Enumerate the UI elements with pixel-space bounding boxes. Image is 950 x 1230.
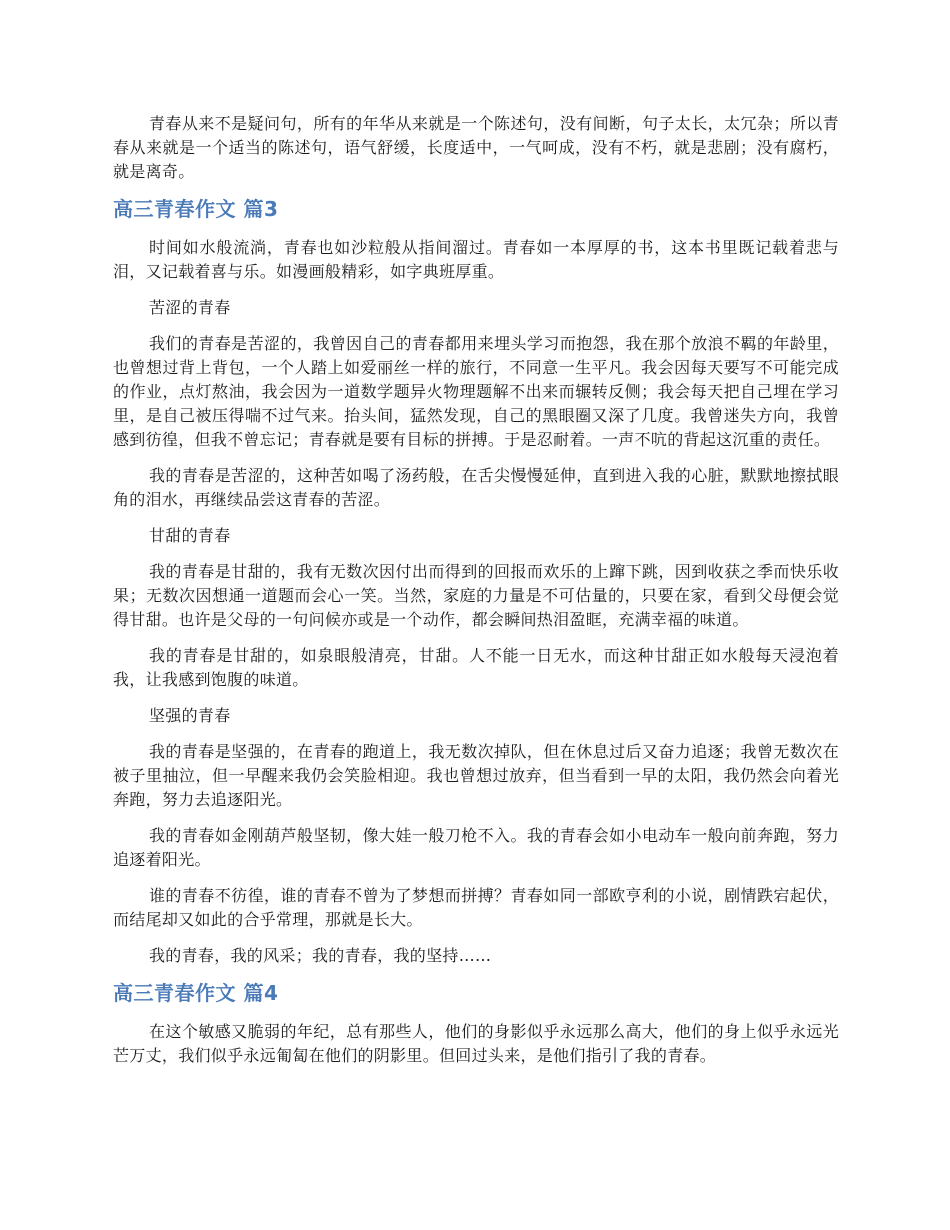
paragraph: 我的青春是甘甜的，如泉眼般清亮，甘甜。人不能一日无水，而这种甘甜正如水般每天浸泡着我，让我感到饱腹的味道。 <box>113 646 839 689</box>
paragraph: 我的青春是甘甜的，我有无数次因付出而得到的回报而欢乐的上蹿下跳，因到收获之季而快乐收果；无数次因想通一道题而会心一笑。当然，家庭的力量是不可估量的，只要在家，看到父母便会觉得甘甜。也许是父母的一句问候亦或是一个动作，都会瞬间热泪盈眶，充满幸福的味道。 <box>113 562 839 629</box>
paragraph: 我的青春是坚强的，在青春的跑道上，我无数次掉队，但在休息过后又奋力追逐；我曾无数次在被子里抽泣，但一早醒来我仍会笑脸相迎。我也曾想过放弃，但当看到一早的太阳，我仍然会向着光奔跑，努力去追逐阳光。 <box>113 742 839 809</box>
paragraph: 我的青春是苦涩的，这种苦如喝了汤药般，在舌尖慢慢延伸，直到进入我的心脏，默默地擦拭眼角的泪水，再继续品尝这青春的苦涩。 <box>113 466 839 509</box>
paragraph: 在这个敏感又脆弱的年纪，总有那些人，他们的身影似乎永远那么高大，他们的身上似乎永远光芒万丈，我们似乎永远匍匐在他们的阴影里。但回过头来，是他们指引了我的青春。 <box>113 1022 839 1065</box>
section-heading: 高三青春作文 篇3 <box>113 197 279 221</box>
paragraph: 我的青春如金刚葫芦般坚韧，像大娃一般刀枪不入。我的青春会如小电动车一般向前奔跑，努力追逐着阳光。 <box>113 826 839 869</box>
paragraph: 谁的青春不彷徨，谁的青春不曾为了梦想而拼搏？青春如同一部欧亨利的小说，剧情跌宕起伏，而结尾却又如此的合乎常理，那就是长大。 <box>113 886 839 929</box>
paragraph: 我们的青春是苦涩的，我曾因自己的青春都用来埋头学习而抱怨，我在那个放浪不羁的年龄里，也曾想过背上背包，一个人踏上如爱丽丝一样的旅行，不同意一生平凡。我会因每天要写不可能完成的作业，点灯熬油，我会因为一道数学题异火物理题解不出来而辗转反侧；我会每天把自己埋在学习里，是自己被压得喘不过气来。抬头间，猛然发现，自己的黑眼圈又深了几度。我曾迷失方向，我曾感到彷徨，但我不曾忘记；青春就是要有目标的拼搏。于是忍耐着。一声不吭的背起这沉重的责任。 <box>113 334 839 449</box>
subheading: 苦涩的青春 <box>149 298 231 317</box>
section-heading: 高三青春作文 篇4 <box>113 981 279 1005</box>
paragraph: 青春从来不是疑问句，所有的年华从来就是一个陈述句，没有间断，句子太长，太冗杂；所以青春从来就是一个适当的陈述句，语气舒缓，长度适中，一气呵成，没有不朽，就是悲剧；没有腐朽，就是离奇。 <box>113 114 839 181</box>
paragraph: 我的青春，我的风采；我的青春，我的坚持…… <box>149 946 492 965</box>
subheading: 坚强的青春 <box>149 706 231 725</box>
paragraph: 时间如水般流淌，青春也如沙粒般从指间溜过。青春如一本厚厚的书，这本书里既记载着悲与泪，又记载着喜与乐。如漫画般精彩，如字典班厚重。 <box>113 238 839 281</box>
document-page <box>113 112 839 1080</box>
subheading: 甘甜的青春 <box>149 526 231 545</box>
